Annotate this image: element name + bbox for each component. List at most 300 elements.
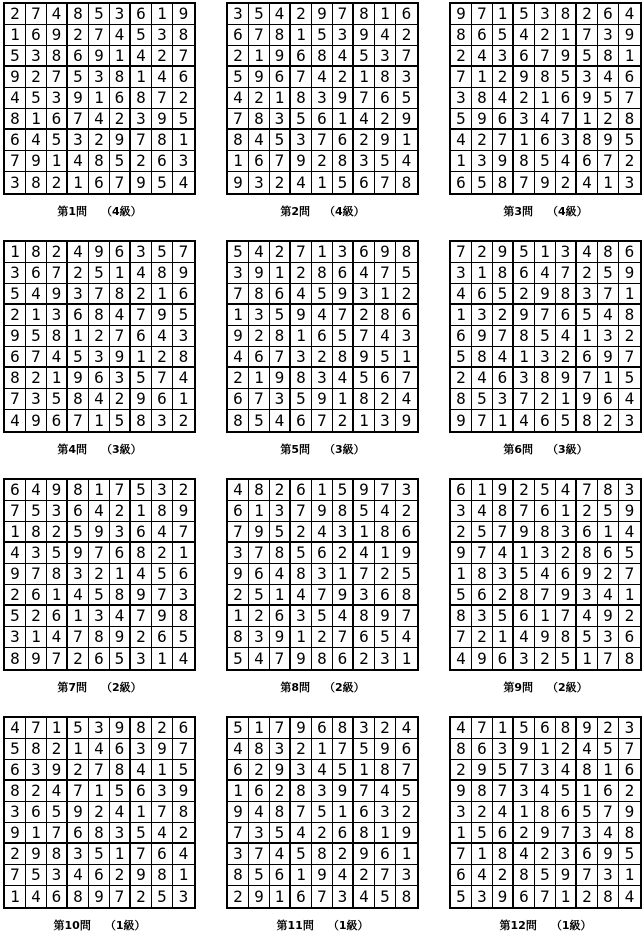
sudoku-cell: 4: [26, 480, 47, 501]
sudoku-cell: 3: [228, 4, 249, 25]
puzzle-number: 第2問: [280, 205, 310, 218]
sudoku-cell: 5: [291, 543, 312, 564]
sudoku-cell: 3: [47, 501, 68, 522]
sudoku-cell: 8: [514, 151, 535, 172]
sudoku-cell: 4: [396, 389, 417, 410]
sudoku-cell: 8: [375, 305, 396, 326]
sudoku-cell: 5: [152, 242, 173, 263]
sudoku-cell: 4: [131, 564, 152, 585]
sudoku-cell: 4: [131, 760, 152, 781]
sudoku-cell: 8: [173, 802, 194, 823]
sudoku-cell: 5: [312, 802, 333, 823]
sudoku-cell: 8: [270, 25, 291, 46]
sudoku-cell: 9: [26, 844, 47, 865]
sudoku-cell: 6: [354, 627, 375, 648]
sudoku-cell: 6: [47, 886, 68, 907]
sudoku-cell: 7: [270, 718, 291, 739]
sudoku-cell: 9: [228, 802, 249, 823]
puzzle-level: （1級）: [550, 919, 592, 932]
sudoku-cell: 8: [68, 4, 89, 25]
sudoku-cell: 4: [173, 844, 194, 865]
puzzle-caption: [3, 679, 196, 695]
sudoku-cell: 1: [26, 823, 47, 844]
sudoku-cell: 3: [131, 648, 152, 669]
sudoku-cell: 5: [598, 263, 619, 284]
sudoku-cell: 7: [577, 865, 598, 886]
sudoku-cell: 6: [291, 46, 312, 67]
sudoku-cell: 8: [514, 585, 535, 606]
sudoku-cell: 3: [451, 501, 472, 522]
sudoku-cell: 6: [89, 172, 110, 193]
sudoku-cell: 2: [451, 368, 472, 389]
sudoku-cell: 3: [131, 242, 152, 263]
sudoku-cell: 3: [514, 368, 535, 389]
sudoku-cell: 2: [228, 368, 249, 389]
sudoku-grid: [3, 478, 196, 671]
sudoku-cell: 2: [131, 627, 152, 648]
sudoku-cell: 3: [624, 172, 635, 192]
sudoku-cell: 3: [110, 4, 131, 25]
sudoku-cell: 9: [89, 886, 110, 907]
sudoku-cell: 9: [598, 606, 619, 627]
sudoku-cell: 2: [514, 284, 535, 305]
sudoku-cell: 6: [556, 88, 577, 109]
sudoku-cell: 7: [535, 46, 556, 67]
puzzle-caption: [226, 441, 419, 457]
sudoku-cell: 7: [451, 67, 472, 88]
sudoku-cell: 5: [535, 480, 556, 501]
sudoku-cell: 4: [178, 648, 189, 668]
sudoku-cell: 4: [89, 109, 110, 130]
sudoku-cell: 6: [451, 865, 472, 886]
sudoku-cell: 5: [556, 781, 577, 802]
sudoku-cell: 5: [89, 844, 110, 865]
sudoku-cell: 7: [493, 781, 514, 802]
sudoku-cell: 5: [451, 585, 472, 606]
sudoku-cell: 7: [556, 606, 577, 627]
sudoku-cell: 8: [131, 718, 152, 739]
sudoku-cell: 7: [173, 242, 194, 263]
sudoku-cell: 6: [173, 718, 194, 739]
sudoku-cell: 9: [556, 585, 577, 606]
sudoku-cell: 1: [619, 865, 640, 886]
sudoku-cell: 9: [152, 606, 173, 627]
sudoku-cell: 2: [26, 67, 47, 88]
sudoku-cell: 4: [291, 585, 312, 606]
sudoku-cell: 6: [598, 389, 619, 410]
sudoku-cell: 6: [354, 242, 375, 263]
sudoku-cell: 8: [89, 151, 110, 172]
sudoku-cell: 6: [131, 522, 152, 543]
sudoku-cell: 1: [249, 46, 270, 67]
sudoku-cell: 3: [375, 802, 396, 823]
sudoku-cell: 4: [68, 151, 89, 172]
sudoku-cell: 2: [291, 4, 312, 25]
sudoku-cell: 2: [556, 543, 577, 564]
sudoku-cell: 5: [354, 368, 375, 389]
sudoku-cell: 6: [47, 606, 68, 627]
sudoku-cell: 2: [598, 410, 619, 431]
puzzle-level: （3級）: [324, 443, 365, 456]
sudoku-grid: [226, 2, 419, 195]
sudoku-cell: 3: [152, 410, 173, 431]
sudoku-cell: 6: [577, 844, 598, 865]
sudoku-cell: 9: [89, 242, 110, 263]
sudoku-cell: 4: [472, 46, 493, 67]
sudoku-cell: 1: [577, 109, 598, 130]
sudoku-cell: 9: [110, 347, 131, 368]
sudoku-cell: 8: [47, 326, 68, 347]
sudoku-cell: 1: [26, 627, 47, 648]
sudoku-cell: 7: [249, 844, 270, 865]
sudoku-cell: 8: [228, 627, 249, 648]
sudoku-cell: 4: [577, 606, 598, 627]
sudoku-cell: 4: [270, 4, 291, 25]
puzzle-level: （1級）: [327, 919, 369, 932]
sudoku-cell: 7: [152, 585, 173, 606]
sudoku-cell: 7: [472, 410, 493, 431]
sudoku-cell: 3: [354, 151, 375, 172]
puzzle-number: 第8問: [280, 681, 310, 694]
sudoku-cell: 1: [375, 543, 396, 564]
sudoku-cell: 4: [619, 4, 640, 25]
sudoku-cell: 7: [68, 109, 89, 130]
sudoku-cell: 2: [619, 781, 640, 802]
sudoku-grid: [226, 716, 419, 909]
sudoku-cell: 7: [451, 844, 472, 865]
sudoku-grid: [226, 478, 419, 671]
sudoku-cell: 5: [110, 648, 131, 669]
sudoku-cell: 9: [556, 865, 577, 886]
sudoku-cell: 8: [312, 263, 333, 284]
sudoku-cell: 3: [472, 305, 493, 326]
sudoku-cell: 7: [47, 67, 68, 88]
sudoku-cell: 1: [5, 522, 26, 543]
sudoku-cell: 1: [131, 501, 152, 522]
sudoku-cell: 8: [598, 46, 619, 67]
sudoku-cell: 4: [312, 760, 333, 781]
sudoku-cell: 4: [26, 284, 47, 305]
sudoku-cell: 4: [178, 172, 189, 192]
sudoku-cell: 8: [26, 522, 47, 543]
sudoku-cell: 1: [354, 522, 375, 543]
sudoku-cell: 2: [228, 585, 249, 606]
sudoku-cell: 3: [577, 585, 598, 606]
sudoku-cell: 2: [68, 760, 89, 781]
sudoku-cell: 2: [68, 263, 89, 284]
sudoku-cell: 3: [333, 242, 354, 263]
sudoku-cell: 2: [535, 844, 556, 865]
sudoku-puzzle-1: [3, 2, 199, 228]
sudoku-cell: 3: [89, 347, 110, 368]
sudoku-cell: 4: [5, 410, 26, 431]
sudoku-cell: 6: [375, 88, 396, 109]
sudoku-cell: 8: [375, 67, 396, 88]
sudoku-cell: 7: [535, 585, 556, 606]
sudoku-cell: 1: [619, 46, 640, 67]
sudoku-cell: 8: [493, 172, 514, 193]
sudoku-cell: 4: [375, 501, 396, 522]
sudoku-cell: 8: [26, 739, 47, 760]
sudoku-cell: 3: [375, 410, 396, 431]
sudoku-cell: 2: [270, 480, 291, 501]
sudoku-cell: 7: [228, 823, 249, 844]
sudoku-cell: 8: [270, 802, 291, 823]
sudoku-cell: 6: [173, 284, 194, 305]
sudoku-cell: 8: [619, 305, 640, 326]
sudoku-cell: 9: [472, 648, 493, 669]
sudoku-cell: 6: [249, 564, 270, 585]
sudoku-cell: 2: [396, 802, 417, 823]
sudoku-cell: 6: [110, 242, 131, 263]
sudoku-cell: 3: [556, 130, 577, 151]
sudoku-cell: 4: [228, 739, 249, 760]
sudoku-cell: 1: [472, 480, 493, 501]
sudoku-cell: 4: [535, 564, 556, 585]
sudoku-cell: 6: [26, 585, 47, 606]
sudoku-puzzle-7: [3, 478, 199, 704]
sudoku-cell: 9: [598, 347, 619, 368]
sudoku-cell: 3: [68, 564, 89, 585]
sudoku-cell: 8: [619, 823, 640, 844]
sudoku-cell: 8: [68, 389, 89, 410]
sudoku-cell: 8: [152, 501, 173, 522]
sudoku-cell: 7: [291, 242, 312, 263]
sudoku-cell: 3: [375, 46, 396, 67]
sudoku-cell: 1: [535, 606, 556, 627]
sudoku-cell: 7: [472, 4, 493, 25]
sudoku-cell: 1: [110, 564, 131, 585]
sudoku-cell: 5: [152, 886, 173, 907]
sudoku-cell: 3: [47, 865, 68, 886]
sudoku-cell: 5: [598, 501, 619, 522]
sudoku-cell: 1: [312, 480, 333, 501]
sudoku-cell: 6: [68, 501, 89, 522]
sudoku-cell: 5: [173, 109, 194, 130]
sudoku-cell: 2: [354, 865, 375, 886]
sudoku-cell: 3: [598, 326, 619, 347]
sudoku-cell: 2: [472, 802, 493, 823]
sudoku-cell: 8: [312, 46, 333, 67]
puzzle-number: 第9問: [503, 681, 533, 694]
sudoku-cell: 8: [5, 109, 26, 130]
sudoku-cell: 3: [514, 781, 535, 802]
sudoku-cell: 7: [5, 501, 26, 522]
sudoku-cell: 8: [535, 522, 556, 543]
sudoku-cell: 7: [493, 522, 514, 543]
sudoku-cell: 8: [451, 739, 472, 760]
sudoku-cell: 2: [333, 543, 354, 564]
sudoku-cell: 8: [110, 585, 131, 606]
sudoku-cell: 6: [577, 522, 598, 543]
sudoku-cell: 4: [472, 501, 493, 522]
sudoku-cell: 1: [514, 130, 535, 151]
sudoku-cell: 4: [598, 585, 619, 606]
sudoku-cell: 3: [396, 865, 417, 886]
sudoku-cell: 8: [26, 172, 47, 193]
sudoku-cell: 4: [451, 648, 472, 669]
sudoku-cell: 9: [249, 263, 270, 284]
sudoku-cell: 9: [354, 844, 375, 865]
sudoku-grid: [3, 716, 196, 909]
sudoku-cell: 4: [514, 844, 535, 865]
sudoku-cell: 3: [577, 823, 598, 844]
puzzle-level: （4級）: [101, 205, 142, 218]
sudoku-cell: 8: [152, 130, 173, 151]
sudoku-cell: 3: [535, 4, 556, 25]
sudoku-cell: 9: [228, 326, 249, 347]
sudoku-cell: 8: [270, 543, 291, 564]
sudoku-cell: 9: [110, 627, 131, 648]
sudoku-cell: 7: [270, 151, 291, 172]
sudoku-cell: 9: [375, 739, 396, 760]
sudoku-cell: 6: [333, 263, 354, 284]
sudoku-cell: 1: [451, 564, 472, 585]
sudoku-cell: 4: [312, 67, 333, 88]
sudoku-cell: 6: [249, 347, 270, 368]
sudoku-cell: 6: [354, 802, 375, 823]
sudoku-cell: 9: [26, 410, 47, 431]
sudoku-cell: 8: [598, 480, 619, 501]
sudoku-cell: 2: [89, 326, 110, 347]
sudoku-cell: 8: [396, 242, 417, 263]
sudoku-cell: 1: [396, 347, 417, 368]
sudoku-cell: 5: [514, 4, 535, 25]
sudoku-cell: 9: [577, 718, 598, 739]
sudoku-cell: 5: [110, 781, 131, 802]
sudoku-cell: 8: [514, 865, 535, 886]
puzzle-number: 第1問: [57, 205, 87, 218]
sudoku-cell: 7: [47, 263, 68, 284]
sudoku-cell: 1: [89, 88, 110, 109]
sudoku-cell: 7: [396, 46, 417, 67]
sudoku-cell: 9: [152, 739, 173, 760]
sudoku-cell: 3: [68, 284, 89, 305]
sudoku-cell: 6: [68, 305, 89, 326]
sudoku-cell: 5: [333, 480, 354, 501]
sudoku-cell: 9: [333, 284, 354, 305]
sudoku-cell: 7: [89, 760, 110, 781]
sudoku-cell: 2: [89, 130, 110, 151]
sudoku-cell: 4: [228, 480, 249, 501]
sudoku-cell: 3: [5, 627, 26, 648]
sudoku-cell: 9: [451, 781, 472, 802]
sudoku-cell: 6: [110, 543, 131, 564]
sudoku-cell: 5: [5, 606, 26, 627]
sudoku-cell: 1: [291, 865, 312, 886]
sudoku-cell: 9: [451, 4, 472, 25]
sudoku-cell: 1: [131, 347, 152, 368]
sudoku-cell: 7: [131, 844, 152, 865]
sudoku-cell: 5: [89, 263, 110, 284]
sudoku-cell: 3: [249, 305, 270, 326]
sudoku-cell: 6: [5, 760, 26, 781]
sudoku-cell: 6: [89, 865, 110, 886]
sudoku-cell: 7: [514, 389, 535, 410]
sudoku-cell: 9: [472, 109, 493, 130]
sudoku-cell: 2: [451, 760, 472, 781]
sudoku-cell: 7: [110, 886, 131, 907]
sudoku-cell: 6: [173, 67, 194, 88]
sudoku-cell: 4: [619, 522, 640, 543]
sudoku-cell: 4: [249, 802, 270, 823]
sudoku-cell: 9: [173, 501, 194, 522]
sudoku-cell: 9: [619, 501, 640, 522]
sudoku-cell: 6: [493, 109, 514, 130]
sudoku-cell: 1: [375, 4, 396, 25]
sudoku-cell: 8: [68, 480, 89, 501]
sudoku-cell: 6: [312, 326, 333, 347]
sudoku-cell: 1: [291, 25, 312, 46]
sudoku-cell: 8: [5, 781, 26, 802]
sudoku-cell: 8: [451, 389, 472, 410]
sudoku-cell: 3: [354, 284, 375, 305]
sudoku-cell: 1: [556, 886, 577, 907]
sudoku-cell: 2: [535, 389, 556, 410]
sudoku-cell: 3: [26, 389, 47, 410]
sudoku-cell: 1: [249, 718, 270, 739]
sudoku-cell: 7: [270, 347, 291, 368]
sudoku-cell: 7: [152, 802, 173, 823]
sudoku-cell: 1: [396, 844, 417, 865]
sudoku-cell: 3: [354, 585, 375, 606]
sudoku-cell: 9: [312, 389, 333, 410]
sudoku-cell: 7: [131, 130, 152, 151]
sudoku-cell: 5: [68, 67, 89, 88]
sudoku-cell: 8: [173, 606, 194, 627]
sudoku-cell: 9: [26, 648, 47, 669]
sudoku-cell: 9: [68, 802, 89, 823]
sudoku-cell: 7: [249, 543, 270, 564]
sudoku-cell: 2: [556, 347, 577, 368]
sudoku-cell: 4: [556, 480, 577, 501]
sudoku-cell: 6: [514, 263, 535, 284]
sudoku-cell: 4: [493, 543, 514, 564]
sudoku-cell: 4: [535, 109, 556, 130]
sudoku-cell: 6: [535, 410, 556, 431]
sudoku-cell: 2: [5, 844, 26, 865]
sudoku-cell: 1: [451, 823, 472, 844]
sudoku-cell: 9: [375, 130, 396, 151]
sudoku-cell: 8: [249, 284, 270, 305]
sudoku-cell: 6: [333, 648, 354, 669]
sudoku-cell: 7: [472, 543, 493, 564]
puzzle-number: 第10問: [53, 919, 91, 932]
sudoku-cell: 9: [396, 109, 417, 130]
puzzle-caption: [226, 203, 419, 219]
sudoku-cell: 2: [312, 347, 333, 368]
sudoku-cell: 4: [68, 585, 89, 606]
sudoku-cell: 4: [535, 263, 556, 284]
sudoku-cell: 7: [577, 368, 598, 389]
sudoku-cell: 4: [451, 130, 472, 151]
sudoku-cell: 8: [535, 368, 556, 389]
sudoku-cell: 9: [493, 480, 514, 501]
puzzle-number: 第3問: [503, 205, 533, 218]
sudoku-cell: 7: [556, 823, 577, 844]
sudoku-cell: 3: [556, 242, 577, 263]
sudoku-cell: 1: [26, 109, 47, 130]
sudoku-cell: 3: [396, 67, 417, 88]
sudoku-cell: 5: [493, 284, 514, 305]
puzzle-level: （2級）: [324, 681, 365, 694]
sudoku-cell: 3: [228, 263, 249, 284]
sudoku-cell: 6: [535, 718, 556, 739]
sudoku-cell: 5: [131, 823, 152, 844]
sudoku-cell: 7: [249, 25, 270, 46]
sudoku-cell: 5: [375, 627, 396, 648]
sudoku-cell: 4: [110, 802, 131, 823]
